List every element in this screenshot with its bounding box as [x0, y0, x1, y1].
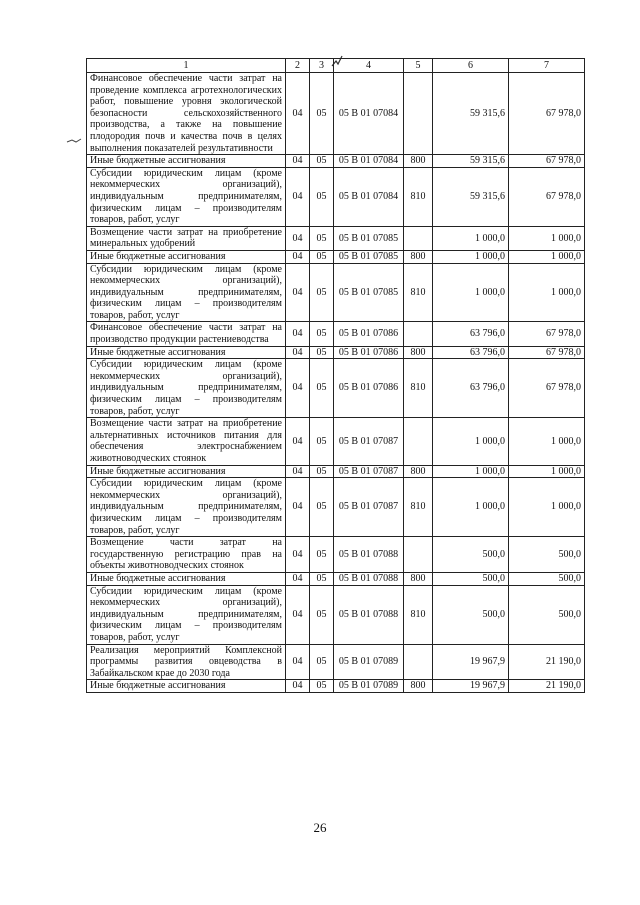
amount-year1-cell: 1 000,0 — [433, 263, 509, 322]
subsection-cell: 05 — [310, 155, 334, 168]
amount-year1-cell: 1 000,0 — [433, 226, 509, 250]
row-name-cell: Иные бюджетные ассигнования — [87, 680, 286, 693]
subsection-cell: 05 — [310, 680, 334, 693]
table-row — [87, 680, 585, 693]
section-cell: 04 — [286, 644, 310, 680]
amount-year2-cell: 1 000,0 — [509, 465, 585, 478]
expense-type-cell — [404, 73, 433, 155]
subsection-cell: 05 — [310, 322, 334, 346]
expense-type-cell: 800 — [404, 250, 433, 263]
row-name-cell: Реализация мероприятий Комплексной программы развития овцеводства в Забайкальском крае до 2030 года — [87, 644, 286, 680]
table-row — [87, 465, 585, 478]
amount-year1-cell: 59 315,6 — [433, 155, 509, 168]
table-row — [87, 585, 585, 644]
column-header: 3 — [310, 59, 334, 73]
amount-year2-cell: 67 978,0 — [509, 73, 585, 155]
amount-year2-cell: 1 000,0 — [509, 263, 585, 322]
subsection-cell: 05 — [310, 537, 334, 573]
expense-type-cell: 800 — [404, 465, 433, 478]
amount-year2-cell: 67 978,0 — [509, 167, 585, 226]
row-name-cell: Субсидии юридическим лицам (кроме некоммерческих организаций), индивидуальным предпринимателям, физическим лицам – производителям товаров, работ, услуг — [87, 263, 286, 322]
row-name-cell: Иные бюджетные ассигнования — [87, 465, 286, 478]
amount-year2-cell: 21 190,0 — [509, 644, 585, 680]
subsection-cell: 05 — [310, 73, 334, 155]
table-row — [87, 226, 585, 250]
amount-year1-cell: 19 967,9 — [433, 644, 509, 680]
section-cell: 04 — [286, 537, 310, 573]
section-cell: 04 — [286, 418, 310, 465]
target-code-cell: 05 В 01 07086 — [334, 322, 404, 346]
section-cell: 04 — [286, 155, 310, 168]
subsection-cell: 05 — [310, 167, 334, 226]
expense-type-cell — [404, 418, 433, 465]
column-header: 1 — [87, 59, 286, 73]
expense-type-cell: 810 — [404, 478, 433, 537]
section-cell: 04 — [286, 322, 310, 346]
table-row — [87, 644, 585, 680]
table-row — [87, 418, 585, 465]
amount-year1-cell: 500,0 — [433, 572, 509, 585]
subsection-cell: 05 — [310, 644, 334, 680]
target-code-cell: 05 В 01 07086 — [334, 346, 404, 359]
table-row — [87, 478, 585, 537]
amount-year2-cell: 1 000,0 — [509, 478, 585, 537]
section-cell: 04 — [286, 73, 310, 155]
amount-year2-cell: 67 978,0 — [509, 322, 585, 346]
section-cell: 04 — [286, 263, 310, 322]
target-code-cell: 05 В 01 07088 — [334, 537, 404, 573]
row-name-cell: Иные бюджетные ассигнования — [87, 250, 286, 263]
amount-year1-cell: 1 000,0 — [433, 418, 509, 465]
target-code-cell: 05 В 01 07087 — [334, 465, 404, 478]
table-row — [87, 155, 585, 168]
section-cell: 04 — [286, 167, 310, 226]
target-code-cell: 05 В 01 07085 — [334, 250, 404, 263]
row-name-cell: Иные бюджетные ассигнования — [87, 572, 286, 585]
section-cell: 04 — [286, 359, 310, 418]
amount-year1-cell: 63 796,0 — [433, 346, 509, 359]
amount-year1-cell: 59 315,6 — [433, 167, 509, 226]
expense-type-cell — [404, 322, 433, 346]
row-name-cell: Возмещение части затрат на приобретение альтернативных источников питания для обеспечения электроснабжением животноводческих стоянок — [87, 418, 286, 465]
amount-year2-cell: 500,0 — [509, 537, 585, 573]
column-header: 2 — [286, 59, 310, 73]
table-row — [87, 73, 585, 155]
row-name-cell: Финансовое обеспечение части затрат на проведение комплекса агротехнологических работ, повышение уровня экологической безопасности сельскохозяйственного производства, а также на повышение плодородия почв и качества почв в целях выполнения показателей результативности — [87, 73, 286, 155]
target-code-cell: 05 В 01 07084 — [334, 167, 404, 226]
row-name-cell: Субсидии юридическим лицам (кроме некоммерческих организаций), индивидуальным предпринимателям, физическим лицам – производителям товаров, работ, услуг — [87, 167, 286, 226]
expense-type-cell: 810 — [404, 263, 433, 322]
expense-type-cell: 800 — [404, 572, 433, 585]
row-name-cell: Возмещение части затрат на государственную регистрацию прав на объекты животноводческих стоянок — [87, 537, 286, 573]
amount-year2-cell: 21 190,0 — [509, 680, 585, 693]
target-code-cell: 05 В 01 07086 — [334, 359, 404, 418]
table-row — [87, 359, 585, 418]
expense-type-cell — [404, 226, 433, 250]
expense-type-cell: 800 — [404, 346, 433, 359]
section-cell: 04 — [286, 478, 310, 537]
section-cell: 04 — [286, 226, 310, 250]
expense-type-cell: 810 — [404, 167, 433, 226]
column-header: 5 — [404, 59, 433, 73]
row-name-cell: Субсидии юридическим лицам (кроме некоммерческих организаций), индивидуальным предпринимателям, физическим лицам – производителям товаров, работ, услуг — [87, 478, 286, 537]
section-cell: 04 — [286, 465, 310, 478]
column-header: 6 — [433, 59, 509, 73]
expense-type-cell: 800 — [404, 155, 433, 168]
subsection-cell: 05 — [310, 346, 334, 359]
row-name-cell: Иные бюджетные ассигнования — [87, 155, 286, 168]
amount-year2-cell: 1 000,0 — [509, 250, 585, 263]
budget-table — [86, 58, 585, 693]
section-cell: 04 — [286, 680, 310, 693]
amount-year2-cell: 67 978,0 — [509, 346, 585, 359]
amount-year1-cell: 63 796,0 — [433, 322, 509, 346]
row-name-cell: Финансовое обеспечение части затрат на производство продукции растениеводства — [87, 322, 286, 346]
amount-year1-cell: 19 967,9 — [433, 680, 509, 693]
section-cell: 04 — [286, 250, 310, 263]
section-cell: 04 — [286, 346, 310, 359]
subsection-cell: 05 — [310, 585, 334, 644]
table-row — [87, 167, 585, 226]
subsection-cell: 05 — [310, 478, 334, 537]
subsection-cell: 05 — [310, 226, 334, 250]
amount-year1-cell: 500,0 — [433, 585, 509, 644]
target-code-cell: 05 В 01 07088 — [334, 585, 404, 644]
table-row — [87, 537, 585, 573]
expense-type-cell: 810 — [404, 585, 433, 644]
amount-year2-cell: 500,0 — [509, 572, 585, 585]
amount-year2-cell: 67 978,0 — [509, 155, 585, 168]
section-cell: 04 — [286, 585, 310, 644]
target-code-cell: 05 В 01 07089 — [334, 644, 404, 680]
target-code-cell: 05 В 01 07089 — [334, 680, 404, 693]
amount-year1-cell: 63 796,0 — [433, 359, 509, 418]
row-name-cell: Возмещение части затрат на приобретение минеральных удобрений — [87, 226, 286, 250]
amount-year1-cell: 1 000,0 — [433, 465, 509, 478]
row-name-cell: Субсидии юридическим лицам (кроме некоммерческих организаций), индивидуальным предпринимателям, физическим лицам – производителям товаров, работ, услуг — [87, 359, 286, 418]
expense-type-cell: 810 — [404, 359, 433, 418]
target-code-cell: 05 В 01 07087 — [334, 478, 404, 537]
target-code-cell: 05 В 01 07084 — [334, 73, 404, 155]
row-name-cell: Иные бюджетные ассигнования — [87, 346, 286, 359]
amount-year1-cell: 1 000,0 — [433, 478, 509, 537]
subsection-cell: 05 — [310, 359, 334, 418]
column-header: 4 — [334, 59, 404, 73]
expense-type-cell — [404, 644, 433, 680]
subsection-cell: 05 — [310, 465, 334, 478]
margin-tick-mark — [66, 137, 82, 145]
target-code-cell: 05 В 01 07087 — [334, 418, 404, 465]
amount-year1-cell: 1 000,0 — [433, 250, 509, 263]
column-header: 7 — [509, 59, 585, 73]
subsection-cell: 05 — [310, 572, 334, 585]
section-cell: 04 — [286, 572, 310, 585]
table-row — [87, 263, 585, 322]
target-code-cell: 05 В 01 07088 — [334, 572, 404, 585]
target-code-cell: 05 В 01 07085 — [334, 263, 404, 322]
amount-year2-cell: 67 978,0 — [509, 359, 585, 418]
subsection-cell: 05 — [310, 263, 334, 322]
table-row — [87, 572, 585, 585]
amount-year2-cell: 1 000,0 — [509, 226, 585, 250]
target-code-cell: 05 В 01 07085 — [334, 226, 404, 250]
amount-year2-cell: 1 000,0 — [509, 418, 585, 465]
table-row — [87, 250, 585, 263]
expense-type-cell: 800 — [404, 680, 433, 693]
table-row — [87, 322, 585, 346]
subsection-cell: 05 — [310, 418, 334, 465]
row-name-cell: Субсидии юридическим лицам (кроме некоммерческих организаций), индивидуальным предпринимателям, физическим лицам – производителям товаров, работ, услуг — [87, 585, 286, 644]
page-number: 26 — [313, 820, 327, 835]
subsection-cell: 05 — [310, 250, 334, 263]
expense-type-cell — [404, 537, 433, 573]
target-code-cell: 05 В 01 07084 — [334, 155, 404, 168]
amount-year1-cell: 59 315,6 — [433, 73, 509, 155]
table-row — [87, 346, 585, 359]
table-header-row — [87, 59, 585, 73]
amount-year2-cell: 500,0 — [509, 585, 585, 644]
amount-year1-cell: 500,0 — [433, 537, 509, 573]
